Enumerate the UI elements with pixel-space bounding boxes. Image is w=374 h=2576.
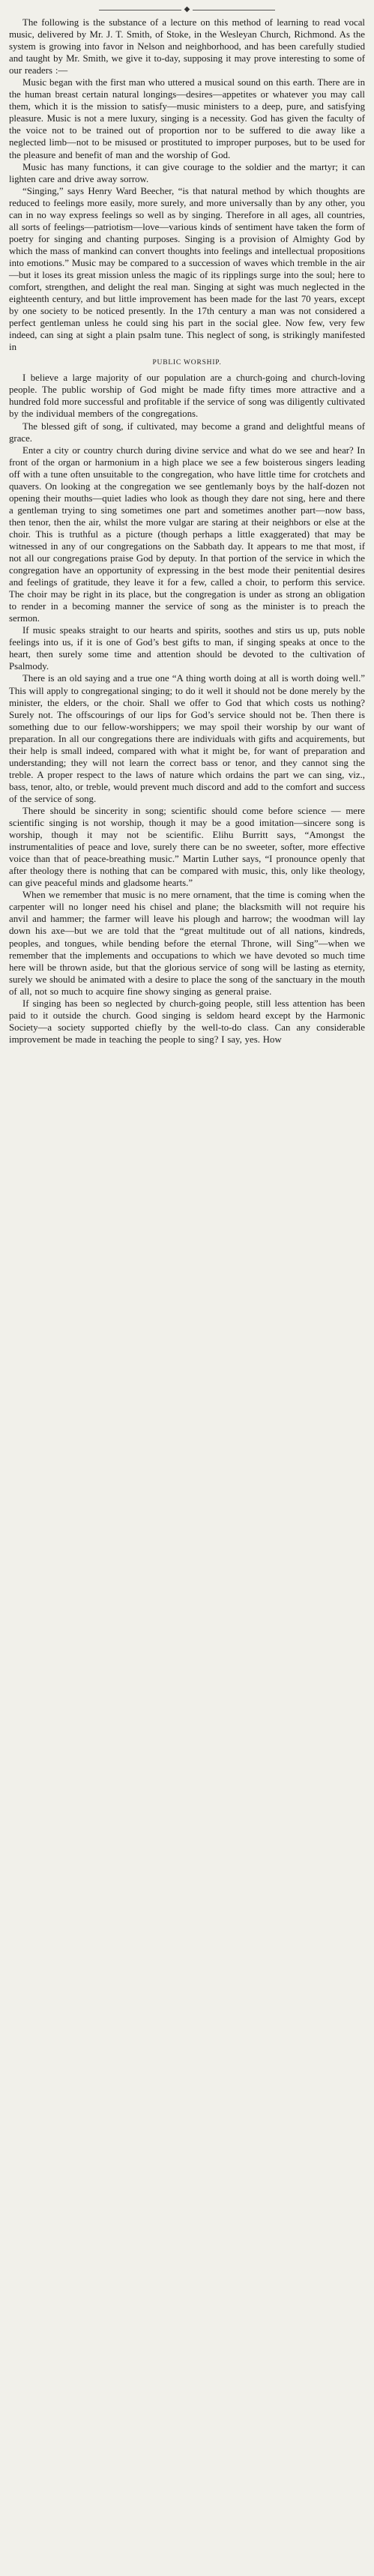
intro-paragraph: The following is the substance of a lecture on this method of learning to read vocal music, delivered by Mr. J. T. Smith, of Stoke, in the Wesleyan Church, Richmond. As the system is growing into favor in Nelson and neighborhood, and has been carefully studied and taught by Mr. Smith, we give it to-day, supposing it may prove interesting to some of our readers :— — [9, 17, 365, 76]
paragraph-music-began: Music began with the first man who uttered a musical sound on this earth. There are in the human breast certain natural longings—desires—appetites or whatever you may call them, which it is the mission to satisfy—music ministers to a deep, pure, and satisfying pleasure. Music is not a mere luxury, singing is a necessity. God has given the faculty of the voice not to be trained out of proportion nor to be suffered to die away like a neglected limb—not to be misused or prostituted to improper purposes, but to be used for the pleasure and benefit of man and the worship of God. — [9, 77, 365, 160]
section-heading-public-worship: PUBLIC WORSHIP. — [152, 359, 222, 367]
paragraph-church-going: I believe a large majority of our population are a church-going and church-loving people. The public worship of God might be made fifty times more attractive and a hundred fold more successful and profitable if the service of song was diligently cultivated by the individual members of the congregations. — [9, 372, 365, 420]
section-divider — [9, 6, 365, 13]
paragraph-music-speaks: If music speaks straight to our hearts and spirits, soothes and stirs us up, puts noble feelings into us, if it is one of God’s best gifts to man, if singing speaks at once to the heart, then surely some time and attention should be devoted to the cultivation of Psalmody. — [9, 625, 365, 672]
paragraph-remember-music: When we remember that music is no mere ornament, that the time is coming when the carpenter will no longer need his chisel and plane; the blacksmith will not require his anvil and hammer; the farmer will leave his plough and harrow; the woodman will lay down his axe—but we are told that the “great multitude out of all nations, kindreds, peoples, and tongues, while bending before the eternal Throne, will Sing”—when we remember that the implements and occupations to which we have devoted so much time here will be thrown aside, but that the glorious service of song will be lasting as eternity, surely we should be animated with a desire to place the song of the sanctuary in the mouth of all, not so much to acquire fine showy singing as general praise. — [9, 890, 365, 997]
paragraph-singing-neglected: If singing has been so neglected by church-going people, still less attention has been paid to it outside the church. Good singing is seldom heard except by the Harmonic Society—a society supported chiefly by the well-to-do class. Can any considerable improvement be made in teaching the people to sing? I say, yes. How — [9, 998, 365, 1045]
divider-ornament: ◆ — [184, 5, 190, 13]
paragraph-music-functions: Music has many functions, it can give courage to the soldier and the martyr; it can lighten care and drive away sorrow. — [9, 161, 365, 184]
paragraph-gift-of-song: The blessed gift of song, if cultivated, may become a grand and delightful means of grace. — [9, 420, 365, 444]
paragraph-singing-beecher: “Singing,” says Henry Ward Beecher, “is that natural method by which thoughts are reduced to feelings more easily, more surely, and more universally than by any other, you can in no way express feelings so well as by singing. Therefore in all ages, all countries, all sorts of feelings—patriotism—love—various kinds of sentiment have taken the form of poetry for singing and chanting purposes. Singing is a provision of Almighty God by which the mass of mankind can convert thoughts into feelings and intellectual propositions into emotions.” Music may be compared to a succession of waves which tremble in the air—but it loses its great mission unless the magic of its ripplings surge into the soul; here to comfort, strengthen, and delight the real man. Singing at sight was much neglected in the eighteenth century, and but little improvement has been made for the last 70 years, except by one society to be noticed presently. In the 17th century a man was not considered a perfect gentleman unless he could sing his part in the social glee. Now few, very few indeed, can sing at sight a plain psalm tune. This neglect of song, is strikingly manifested in — [9, 185, 365, 353]
paragraph-sincerity: There should be sincerity in song; scientific should come before science — mere scientific singing is not worship, though it may be a good imitation—sincere song is worship, though it may not be scientific. Elihu Burritt says, “Amongst the instrumentalities of peace and love, surely there can be no sweeter, softer, more effective voice than that of peace-breathing music.” Martin Luther says, “I pronounce openly that after theology there is nothing that can be compared with music, this, only like theology, can give peaceful minds and gladsome hearts.” — [9, 806, 365, 889]
paragraph-old-saying: There is an old saying and a true one “A thing worth doing at all is worth doing well.” This will apply to congregational singing; to do it well it should not be done merely by the minister, the elders, or the choir. Shall we offer to God that which costs us nothing? Surely not. The offscourings of our lips for God’s service should not be. Then there is something due to our fellow-worshippers; we may spoil their worship by our want of preparation. In all our congregations there are individuals with gifts and acquirements, but their help is small indeed, compared with what it might be, for want of preparation and understanding; they will not learn the correct bass or tenor, and they cannot sing the treble. A proper respect to the laws of nature which ordains the part we can sing, viz., bass, tenor, alto, or treble, would prevent much discord and add to the comfort and success of the service of song. — [9, 673, 366, 804]
paragraph-enter-church: Enter a city or country church during divine service and what do we see and hear? In front of the organ or harmonium in a high place we see a few boisterous singers leading off with a tune often unsuitable to the congregation, who have little time for crotchets and quavers. On looking at the congregation we see gentlemanly boys by the half-dozen not opening their mouths—quiet ladies who look as though they dare not sing, here and there a gentleman trying to sing sometimes one part and sometimes another part—now bass, then tenor, then the air, whilst the more vulgar are staring at their neighbors or else at the choir. This is truthful as a picture (though perhaps a little exaggerated) that may be witnessed in any of our congregations on the Sabbath day. It appears to me that most, if not all our congregations praise God by deputy. In that portion of the service in which the congregation have an opportunity of expressing in the best mode their penitential desires and feelings of gratitude, they leave it for a few, called a choir, to perform this service. The choir may be right in its place, but the congregation is under as strong an obligation to render in a becoming manner the service of song as the minister is to preach the sermon. — [9, 444, 365, 624]
